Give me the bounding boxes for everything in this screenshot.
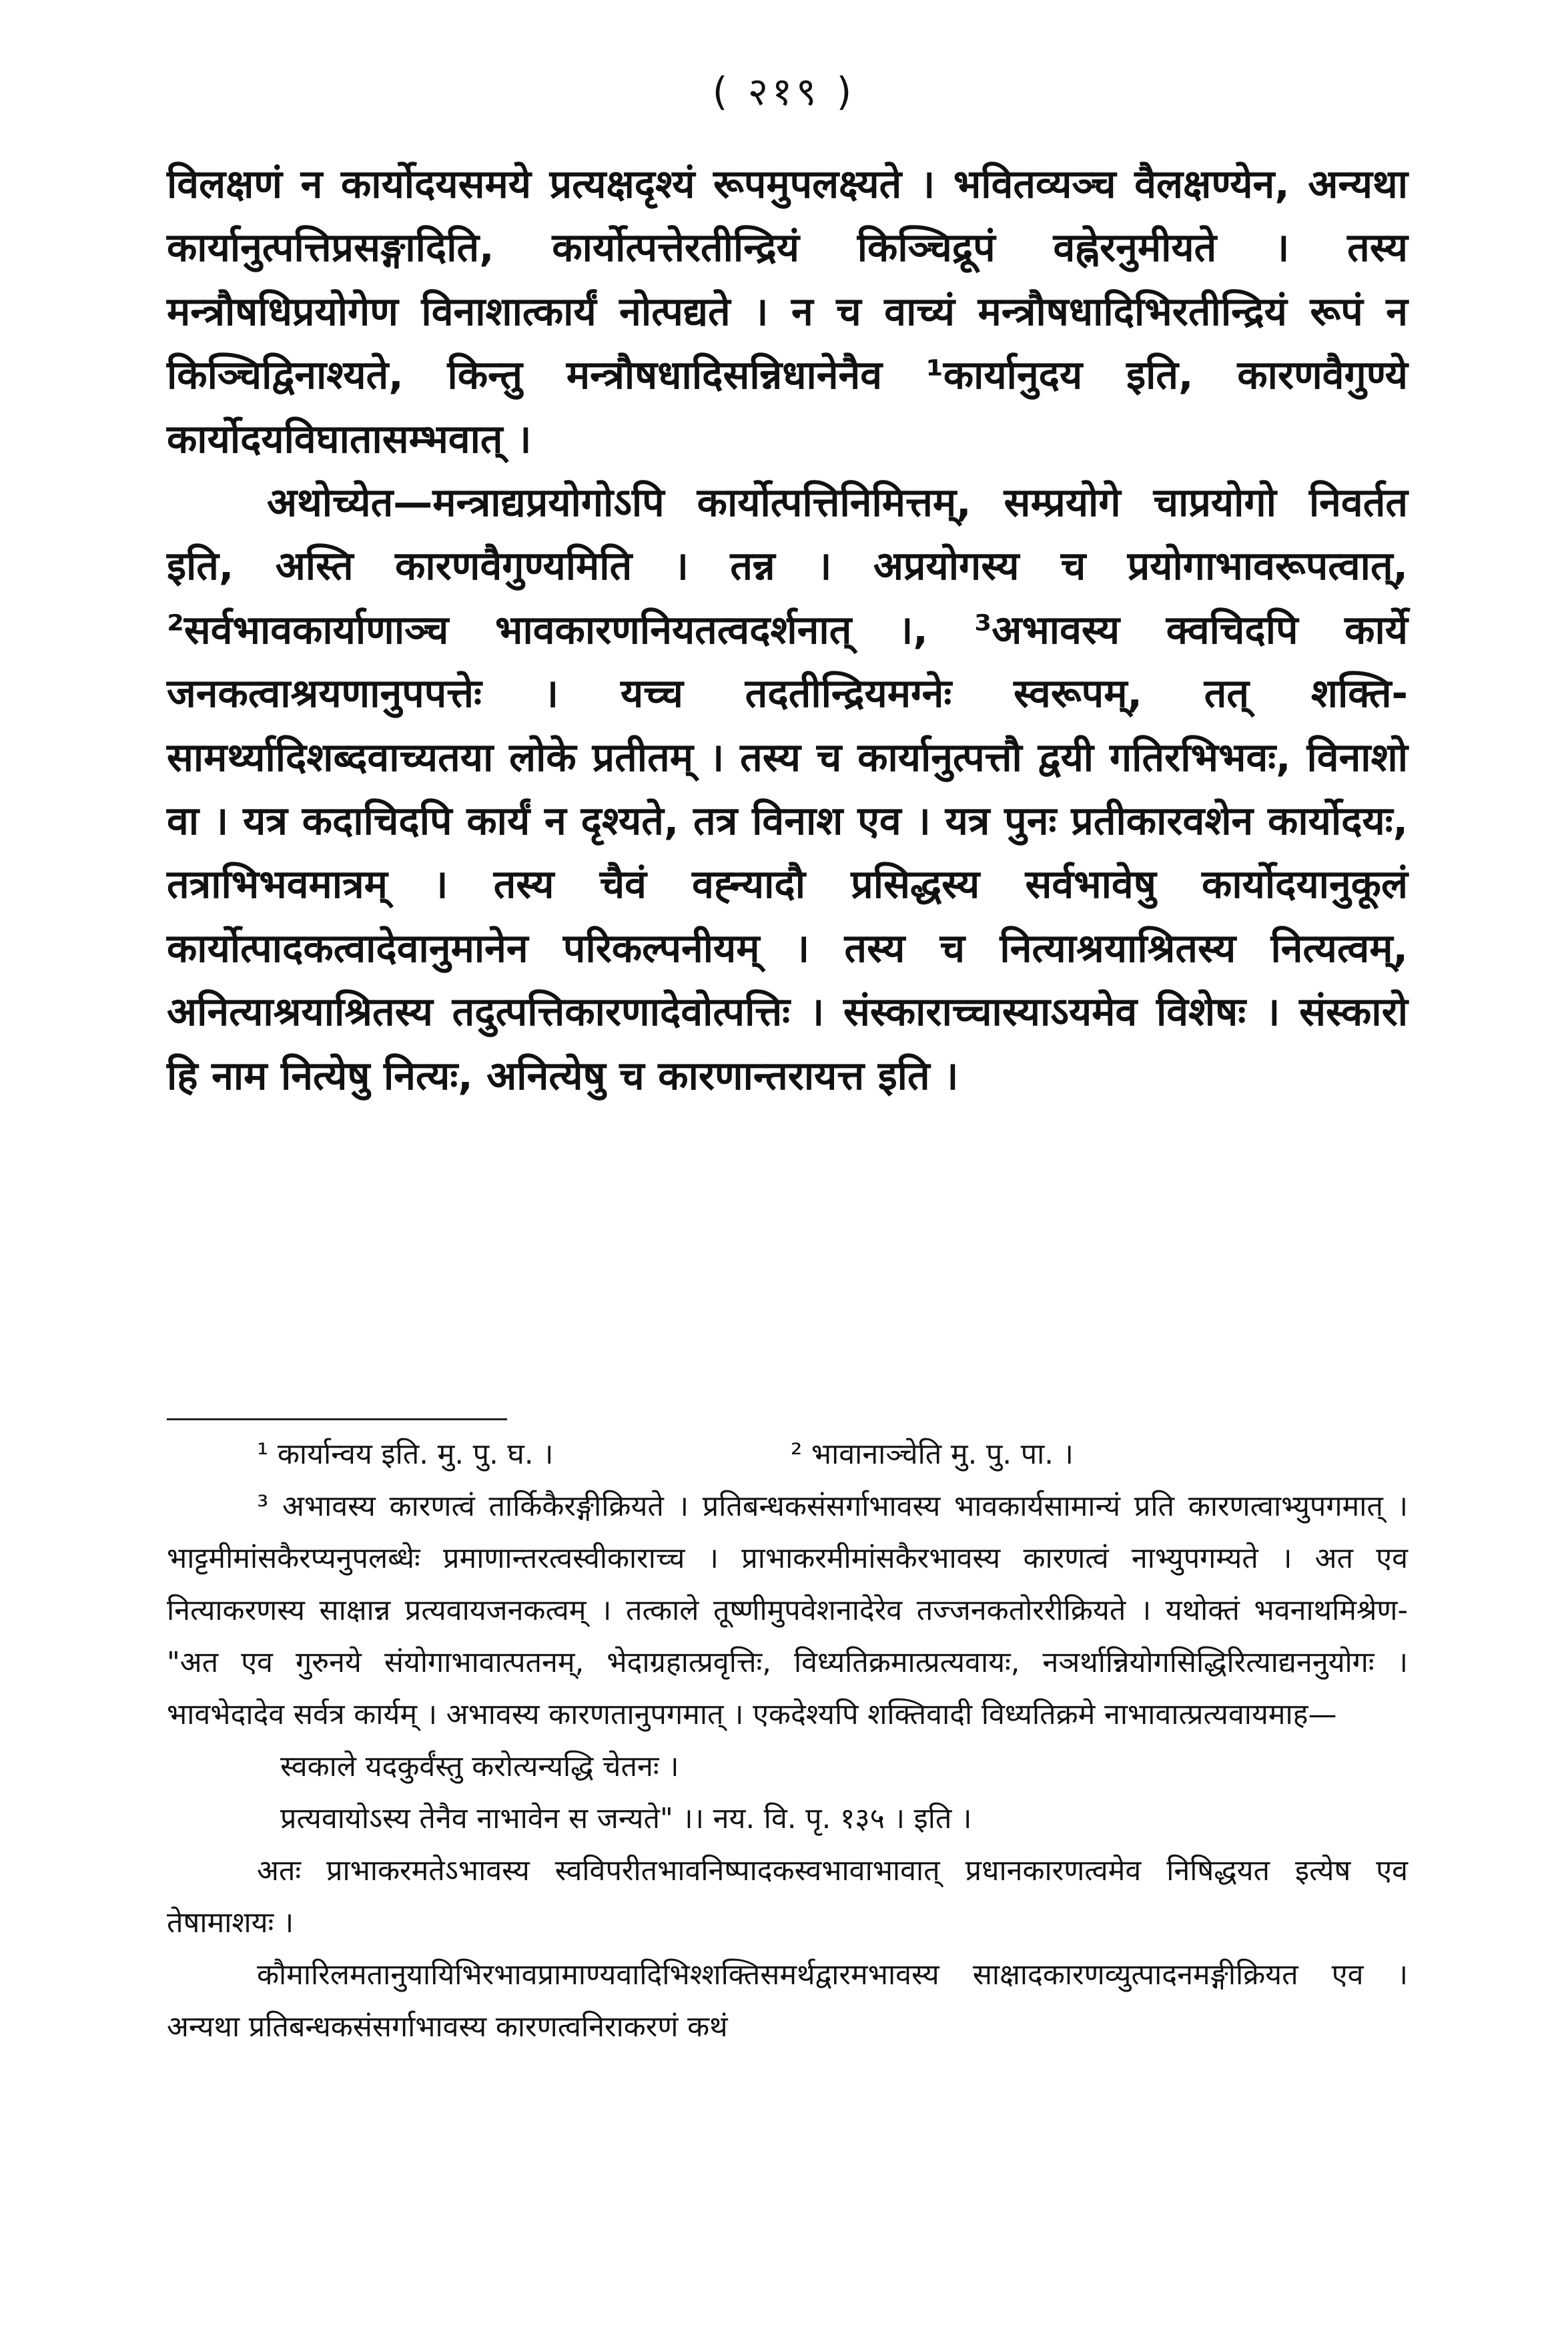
footnote-3-continued: अतः प्राभाकरमतेऽभावस्य स्वविपरीतभावनिष्पादकस्वभावाभावात् प्रधानकारणत्वमेव निषिद्धयत इत्येष एव तेषामाशयः ।: [167, 1854, 1408, 1940]
main-paragraph-1: विलक्षणं न कार्योदयसमये प्रत्यक्षदृश्यं रूपमुपलक्ष्यते । भवितव्यञ्च वैलक्षण्येन, अन्यथा कार्यानुत्पत्तिप्रसङ्गादिति, कार्योत्पत्तेरतीन्द्रियं किञ्चिद्रूपं वह्नेरनुमीयते । तस्य मन्त्रौषधिप्रयोगेण विनाशात्कार्यं नोत्पद्यते । न च वाच्यं मन्त्रौषधादिभिरतीन्द्रियं रूपं न किञ्चिद्विनाश्यते, किन्तु मन्त्रौषधादिसन्निधानेनैव ¹कार्यानुदय इति, कारणवैगुण्ये कार्योदयविघातासम्भवात् ।: [167, 161, 1408, 462]
footnote-1: ¹ कार्यान्वय इति. मु. पु. घ. ।: [257, 1438, 554, 1471]
page-number: ( २१९ ): [712, 69, 856, 114]
footnote-3: ³ अभावस्य कारणत्वं तार्किकैरङ्गीक्रियते । प्रतिबन्धकसंसर्गाभावस्य भावकार्यसामान्यं प्रति कारणत्वाभ्युपगमात् । भाट्टमीमांसकैरप्यनुपलब्धेः प्रमाणान्तरत्वस्वीकाराच्च । प्राभाकरमीमांसकैरभावस्य कारणत्वं नाभ्युपगम्यते । अत एव नित्याकरणस्य साक्षान्न प्रत्यवायजनकत्वम् । तत्काले तूष्णीमुपवेशनादेरेव तज्जनकतोररीक्रियते । यथोक्तं भवनाथमिश्रेण-"अत एव गुरुनये संयोगाभावात्पतनम्, भेदाग्रहात्प्रवृत्तिः, विध्यतिक्रमात्प्रत्यवायः, नञर्थान्नियोगसिद्धिरित्याद्यननुयोगः । भावभेदादेव सर्वत्र कार्यम् । अभावस्य कारणतानुपगमात् । एकदेश्यपि शक्तिवादी विध्यतिक्रमे नाभावात्प्रत्यवायमाह—: [167, 1490, 1408, 1731]
main-paragraph-2: अथोच्येत—मन्त्राद्यप्रयोगोऽपि कार्योत्पत्तिनिमित्तम्, सम्प्रयोगे चाप्रयोगो निवर्तत इति, अस्ति कारणवैगुण्यमिति । तन्न । अप्रयोगस्य च प्रयोगाभावरूपत्वात्, ²सर्वभावकार्याणाञ्च भावकारणनियतत्वदर्शनात् ।, ³अभावस्य क्वचिदपि कार्ये जनकत्वाश्रयणानुपपत्तेः । यच्च तदतीन्द्रियमग्नेः स्वरूपम्, तत् शक्ति-सामर्थ्यादिशब्दवाच्यतया लोके प्रतीतम् । तस्य च कार्यानुत्पत्तौ द्वयी गतिरभिभवः, विनाशो वा । यत्र कदाचिदपि कार्यं न दृश्यते, तत्र विनाश एव । यत्र पुनः प्रतीकारवशेन कार्योदयः, तत्राभिभवमात्रम् । तस्य चैवं वह्न्यादौ प्रसिद्धस्य सर्वभावेषु कार्योदयानुकूलं कार्योत्पादकत्वादेवानुमानेन परिकल्पनीयम् । तस्य च नित्याश्रयाश्रितस्य नित्यत्वम्, अनित्याश्रयाश्रितस्य तदुत्पत्तिकारणादेवोत्पत्तिः । संस्काराच्चास्याऽयमेव विशेषः । संस्कारो हि नाम नित्येषु नित्यः, अनित्येषु च कारणान्तरायत्त इति ।: [167, 479, 1408, 1099]
footnotes-section: [167, 1428, 1408, 2053]
main-text-body: [167, 152, 1408, 1107]
footnote-3-continued-2: कौमारिलमतानुयायिभिरभावप्रामाण्यवादिभिश्शक्तिसमर्थद्वारमभावस्य साक्षादकारणव्युत्पादनमङ्गीक्रियत एव । अन्यथा प्रतिबन्धकसंसर्गाभावस्य कारणत्वनिराकरणं कथं: [167, 1958, 1408, 2044]
footnote-row-1-2: [167, 1428, 1408, 1480]
footnote-verse-line-1: स्वकाले यदकुर्वंस्तु करोत्यन्यद्धि चेतनः ।: [280, 1750, 679, 1783]
footnote-divider: [167, 1418, 507, 1420]
footnote-2: ² भावानाञ्चेति मु. पु. पा. ।: [791, 1438, 1074, 1471]
footnote-verse-line-2: प्रत्यवायोऽस्य तेनैव नाभावेन स जन्यते" ।। नय. वि. पृ. १३५ । इति ।: [280, 1802, 972, 1835]
